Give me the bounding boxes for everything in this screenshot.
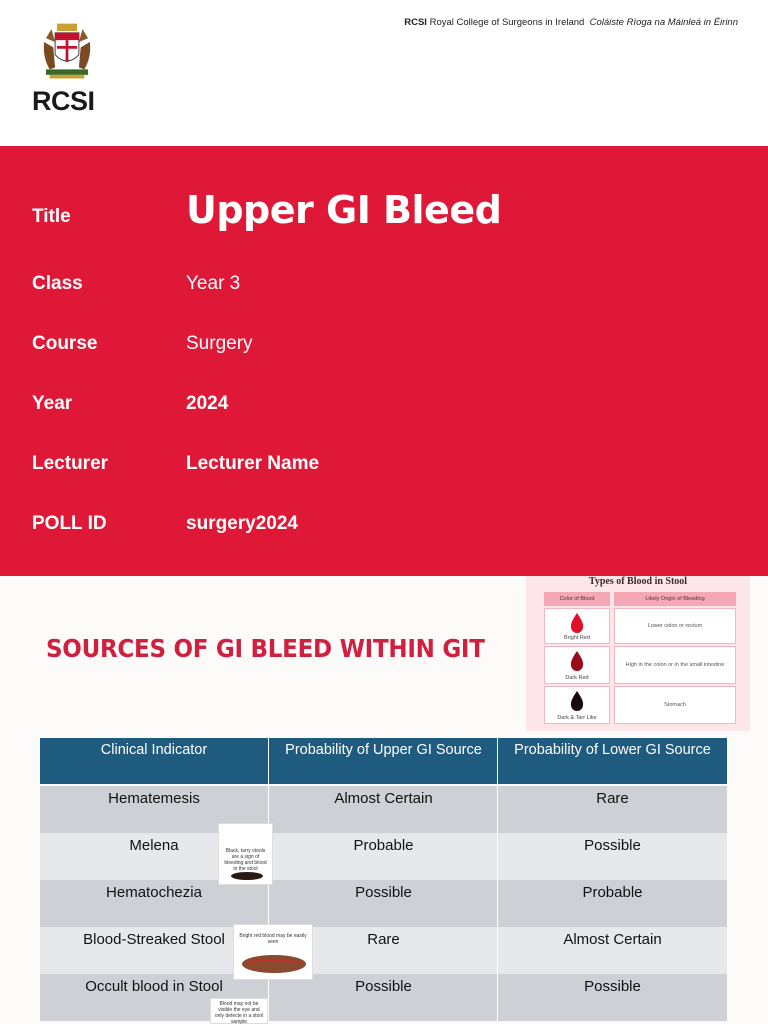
table-row — [40, 833, 727, 880]
origin-label: Lower colon or rectum — [647, 623, 703, 629]
blood-drop-icon — [570, 691, 584, 711]
thumbnail-caption: Blood may not be visible the eye and only detecte in a stool sample — [214, 1001, 264, 1024]
poll-id-value: surgery2024 — [186, 513, 298, 534]
table-cell: Melena — [129, 837, 179, 854]
table-cell: Possible — [355, 978, 412, 995]
table-cell: Almost Certain — [334, 790, 433, 807]
origin-cell — [614, 608, 736, 644]
origin-label: High in the colon or in the small intestine — [625, 662, 725, 668]
blood-drop-icon — [570, 613, 584, 633]
table-cell: Possible — [584, 837, 641, 854]
thumbnail-caption: Black, tarry stools are a sign of bleeding and blood in the stool — [224, 848, 267, 872]
detail-value: Lecturer Name — [186, 453, 320, 474]
detail-label: Year — [32, 393, 73, 414]
column-divider — [497, 738, 498, 1024]
table-cell: Occult blood in Stool — [85, 978, 223, 995]
blood-color-label: Dark Red — [565, 675, 589, 681]
blood-color-label: Bright Red — [564, 635, 590, 641]
origin-cell — [614, 646, 736, 684]
blood-color-cell — [544, 646, 610, 684]
lecture-details-band — [0, 146, 768, 576]
detail-label: Title — [32, 206, 71, 227]
table-cell: Possible — [355, 884, 412, 901]
rcsi-logo-text: RCSI — [32, 86, 95, 116]
blood-color-label: Dark & Tarr Like — [557, 715, 597, 721]
detail-label: POLL ID — [32, 513, 107, 534]
detail-value: 2024 — [186, 393, 229, 414]
origin-cell — [614, 686, 736, 724]
table-row — [40, 974, 727, 1021]
table-cell: Probable — [582, 884, 643, 901]
org-irish-name: Coláiste Ríoga na Máinleá in Éirinn — [589, 17, 738, 28]
blood-types-infographic — [526, 576, 750, 731]
rcsi-crest-icon — [32, 20, 102, 84]
stool-icon — [239, 953, 309, 975]
infographic-title: Types of Blood in Stool — [588, 576, 688, 587]
occult-blood-thumbnail — [210, 998, 268, 1024]
slide-content — [0, 576, 768, 1024]
origin-label: Stomach — [664, 702, 686, 708]
table-cell: Probable — [353, 837, 414, 854]
detail-label: Class — [32, 273, 83, 294]
table-header-cell: Clinical Indicator — [100, 742, 208, 758]
blood-color-cell — [544, 608, 610, 644]
blood-color-cell — [544, 686, 610, 724]
table-cell: Rare — [596, 790, 629, 807]
table-cell: Almost Certain — [563, 931, 662, 948]
table-header — [40, 738, 727, 784]
header — [0, 0, 768, 146]
lecture-title: Upper GI Bleed — [186, 188, 502, 232]
table-cell: Rare — [367, 931, 400, 948]
table-cell: Possible — [584, 978, 641, 995]
detail-value: Year 3 — [186, 273, 241, 294]
detail-label: Lecturer — [32, 453, 109, 474]
detail-label: Course — [32, 333, 98, 354]
blood-streaked-thumbnail — [233, 924, 313, 980]
detail-value: Surgery — [186, 333, 253, 354]
melena-thumbnail — [218, 823, 273, 885]
table-cell: Hematochezia — [106, 884, 202, 901]
org-abbrev: RCSI — [404, 17, 427, 28]
table-row — [40, 927, 727, 974]
infographic-col-origin: Likely Origin of Bleeding — [614, 592, 736, 606]
table-header-cell: Probability of Lower GI Source — [514, 742, 711, 758]
thumbnail-caption: Bright red blood may be easily seen — [239, 933, 307, 945]
table-row — [40, 786, 727, 833]
infographic-col-color: Color of Blood — [544, 592, 610, 606]
org-name-line — [398, 17, 738, 29]
slide-title: SOURCES OF GI BLEED WITHIN GIT — [46, 634, 485, 663]
blood-drop-icon — [570, 651, 584, 671]
table-cell: Hematemesis — [108, 790, 200, 807]
table-row — [40, 880, 727, 927]
org-english-name: Royal College of Surgeons in Ireland — [429, 17, 585, 28]
table-header-cell: Probability of Upper GI Source — [285, 742, 482, 758]
table-cell: Blood-Streaked Stool — [83, 931, 225, 948]
stool-icon — [227, 870, 267, 880]
